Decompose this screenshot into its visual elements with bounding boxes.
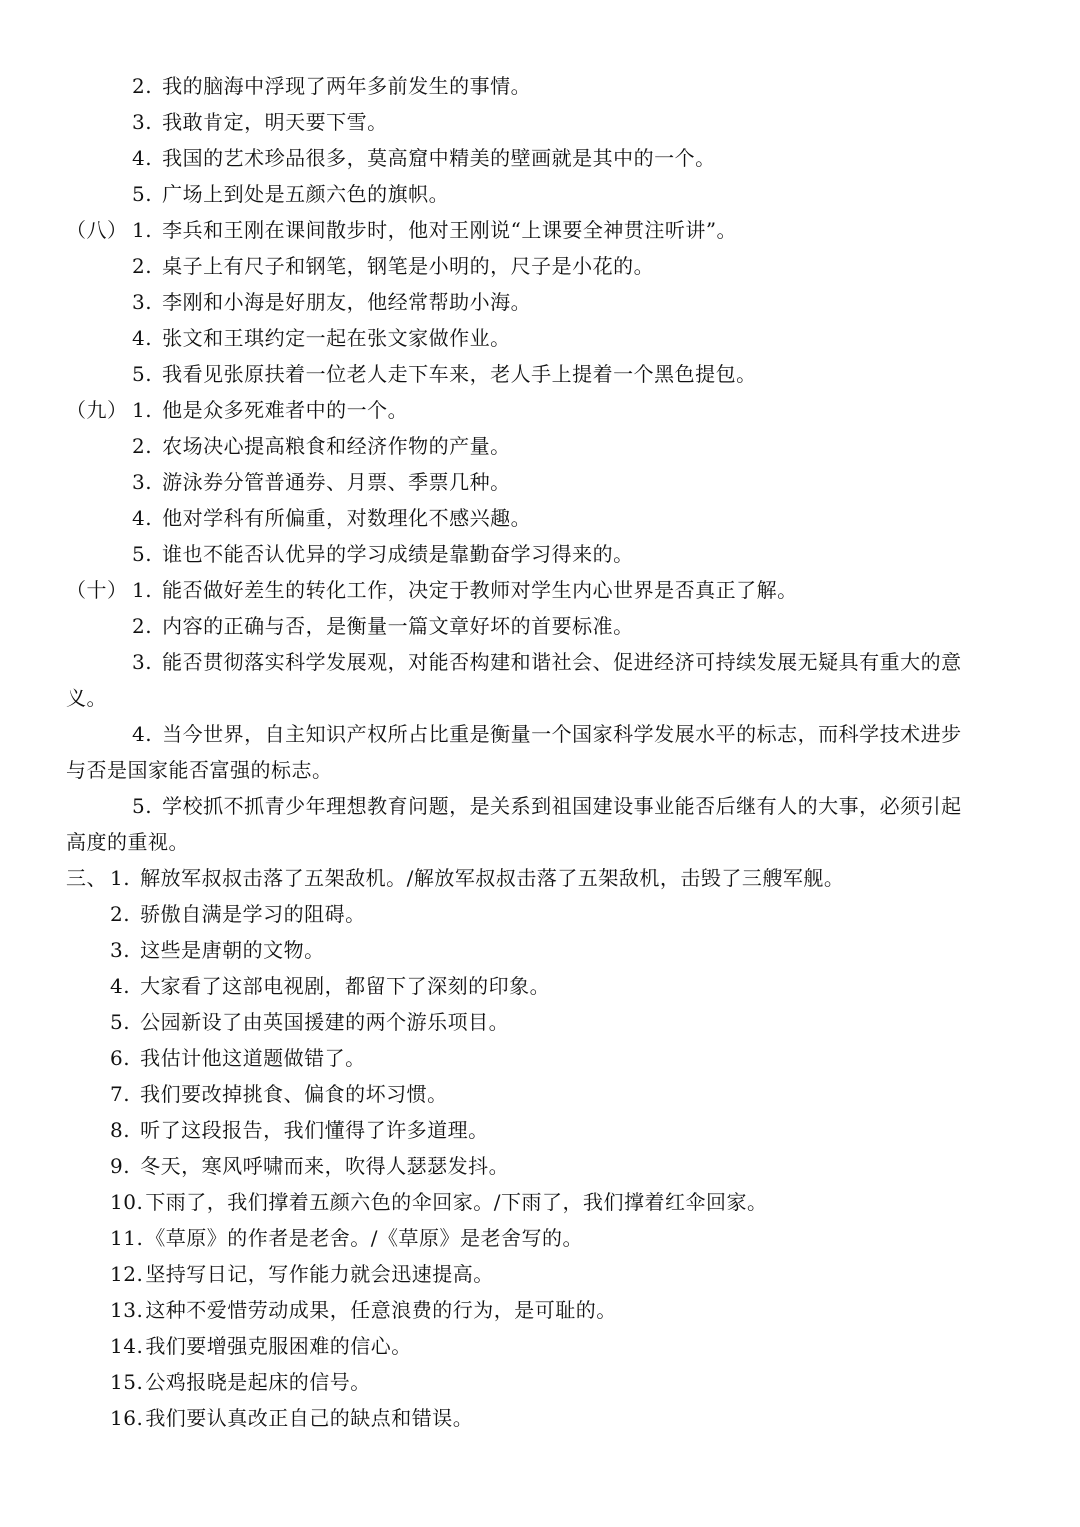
item-text: 游泳券分管普通券、月票、季票几种。 [162, 470, 511, 494]
item-number: 5. [132, 794, 153, 818]
list-item-continuation [66, 756, 333, 784]
item-text: 我的脑海中浮现了两年多前发生的事情。 [162, 74, 532, 98]
item-text: 我们要认真改正自己的缺点和错误。 [145, 1406, 474, 1430]
item-number: 16. [110, 1406, 144, 1430]
item-text: 我们要改掉挑食、偏食的坏习惯。 [140, 1082, 448, 1106]
item-text: 他是众多死难者中的一个。 [162, 398, 409, 422]
list-item [132, 612, 634, 640]
item-number: 1. [132, 578, 153, 602]
list-item [110, 1332, 412, 1360]
list-item [66, 576, 798, 604]
item-text: 这种不爱惜劳动成果，任意浪费的行为，是可耻的。 [145, 1298, 617, 1322]
list-item [132, 720, 962, 748]
item-text: 桌子上有尺子和钢笔，钢笔是小明的，尺子是小花的。 [162, 254, 655, 278]
item-text: 内容的正确与否，是衡量一篇文章好坏的首要标准。 [162, 614, 634, 638]
item-text: 我敢肯定，明天要下雪。 [162, 110, 388, 134]
item-text: 这些是唐朝的文物。 [140, 938, 325, 962]
item-number: 4. [132, 326, 153, 350]
item-text: 张文和王琪约定一起在张文家做作业。 [162, 326, 511, 350]
item-number: 5. [132, 542, 153, 566]
item-text: 高度的重视。 [66, 830, 189, 854]
list-item [110, 1224, 583, 1252]
list-item [110, 1152, 509, 1180]
list-item [110, 1008, 509, 1036]
item-number: 13. [110, 1298, 144, 1322]
item-number: 7. [110, 1082, 131, 1106]
list-item [132, 432, 511, 460]
item-text: 骄傲自满是学习的阻碍。 [140, 902, 366, 926]
item-text: 坚持写日记，写作能力就会迅速提高。 [145, 1262, 494, 1286]
list-item [132, 108, 388, 136]
section-label: （九） [66, 398, 128, 422]
list-item [132, 144, 716, 172]
item-number: 4. [110, 974, 131, 998]
item-number: 1. [132, 398, 153, 422]
item-text: 冬天，寒风呼啸而来，吹得人瑟瑟发抖。 [140, 1154, 510, 1178]
item-text: 谁也不能否认优异的学习成绩是靠勤奋学习得来的。 [162, 542, 634, 566]
list-item-continuation [66, 684, 107, 712]
item-text: 公园新设了由英国援建的两个游乐项目。 [140, 1010, 510, 1034]
list-item [110, 1404, 473, 1432]
list-item [110, 1116, 489, 1144]
list-item [110, 1044, 366, 1072]
item-number: 10. [110, 1190, 144, 1214]
item-number: 6. [110, 1046, 131, 1070]
item-text: 我看见张原扶着一位老人走下车来，老人手上提着一个黑色提包。 [162, 362, 757, 386]
item-number: 5. [132, 362, 153, 386]
list-item [110, 1260, 494, 1288]
item-number: 9. [110, 1154, 131, 1178]
list-item [132, 180, 449, 208]
item-text: 他对学科有所偏重，对数理化不感兴趣。 [162, 506, 532, 530]
item-text: 我估计他这道题做错了。 [140, 1046, 366, 1070]
section-label: （十） [66, 578, 128, 602]
list-item [66, 396, 408, 424]
item-text: 义。 [66, 686, 107, 710]
item-number: 14. [110, 1334, 144, 1358]
item-number: 4. [132, 506, 153, 530]
item-text: 李兵和王刚在课间散步时，他对王刚说“上课要全神贯注听讲”。 [162, 218, 738, 242]
list-item [132, 792, 962, 820]
item-number: 11. [110, 1226, 144, 1250]
item-text: 学校抓不抓青少年理想教育问题，是关系到祖国建设事业能否后继有人的大事，必须引起 [162, 794, 962, 818]
item-text: 李刚和小海是好朋友，他经常帮助小海。 [162, 290, 532, 314]
item-number: 12. [110, 1262, 144, 1286]
item-text: 下雨了，我们撑着五颜六色的伞回家。/下雨了，我们撑着红伞回家。 [145, 1190, 768, 1214]
item-number: 1. [132, 218, 153, 242]
item-number: 2. [132, 74, 153, 98]
list-item [132, 540, 634, 568]
item-text: 听了这段报告，我们懂得了许多道理。 [140, 1118, 489, 1142]
list-item [132, 648, 962, 676]
item-text: 解放军叔叔击落了五架敌机。/解放军叔叔击落了五架敌机，击毁了三艘军舰。 [140, 866, 845, 890]
item-number: 2. [132, 254, 153, 278]
item-number: 3. [110, 938, 131, 962]
list-item [110, 1368, 371, 1396]
item-text: 能否贯彻落实科学发展观，对能否构建和谐社会、促进经济可持续发展无疑具有重大的意 [162, 650, 962, 674]
section-label: （八） [66, 218, 128, 242]
list-item [66, 216, 737, 244]
list-item [132, 468, 511, 496]
item-text: 能否做好差生的转化工作，决定于教师对学生内心世界是否真正了解。 [162, 578, 798, 602]
list-item [132, 252, 654, 280]
item-text: 当今世界，自主知识产权所占比重是衡量一个国家科学发展水平的标志，而科学技术进步 [162, 722, 962, 746]
item-number: 5. [110, 1010, 131, 1034]
list-item [132, 324, 511, 352]
list-item-continuation [66, 828, 189, 856]
item-text: 《草原》的作者是老舍。/《草原》是老舍写的。 [145, 1226, 584, 1250]
item-number: 8. [110, 1118, 131, 1142]
section-label: 三、 [66, 866, 107, 890]
list-item [110, 936, 325, 964]
item-number: 3. [132, 110, 153, 134]
list-item [132, 360, 757, 388]
list-item [132, 72, 531, 100]
item-number: 4. [132, 722, 153, 746]
list-item [132, 288, 531, 316]
item-number: 2. [132, 434, 153, 458]
item-text: 公鸡报晓是起床的信号。 [145, 1370, 371, 1394]
item-text: 广场上到处是五颜六色的旗帜。 [162, 182, 450, 206]
list-item [110, 900, 366, 928]
item-text: 我们要增强克服困难的信心。 [145, 1334, 412, 1358]
item-number: 15. [110, 1370, 144, 1394]
item-number: 3. [132, 650, 153, 674]
item-number: 3. [132, 290, 153, 314]
item-number: 3. [132, 470, 153, 494]
item-number: 5. [132, 182, 153, 206]
item-text: 农场决心提高粮食和经济作物的产量。 [162, 434, 511, 458]
list-item [110, 1080, 448, 1108]
list-item [132, 504, 531, 532]
item-number: 4. [132, 146, 153, 170]
list-item [110, 972, 550, 1000]
item-number: 1. [110, 866, 131, 890]
item-text: 大家看了这部电视剧，都留下了深刻的印象。 [140, 974, 551, 998]
list-item [110, 1296, 617, 1324]
item-number: 2. [132, 614, 153, 638]
item-number: 2. [110, 902, 131, 926]
list-item [66, 864, 844, 892]
item-text: 与否是国家能否富强的标志。 [66, 758, 333, 782]
item-text: 我国的艺术珍品很多，莫高窟中精美的壁画就是其中的一个。 [162, 146, 716, 170]
list-item [110, 1188, 768, 1216]
